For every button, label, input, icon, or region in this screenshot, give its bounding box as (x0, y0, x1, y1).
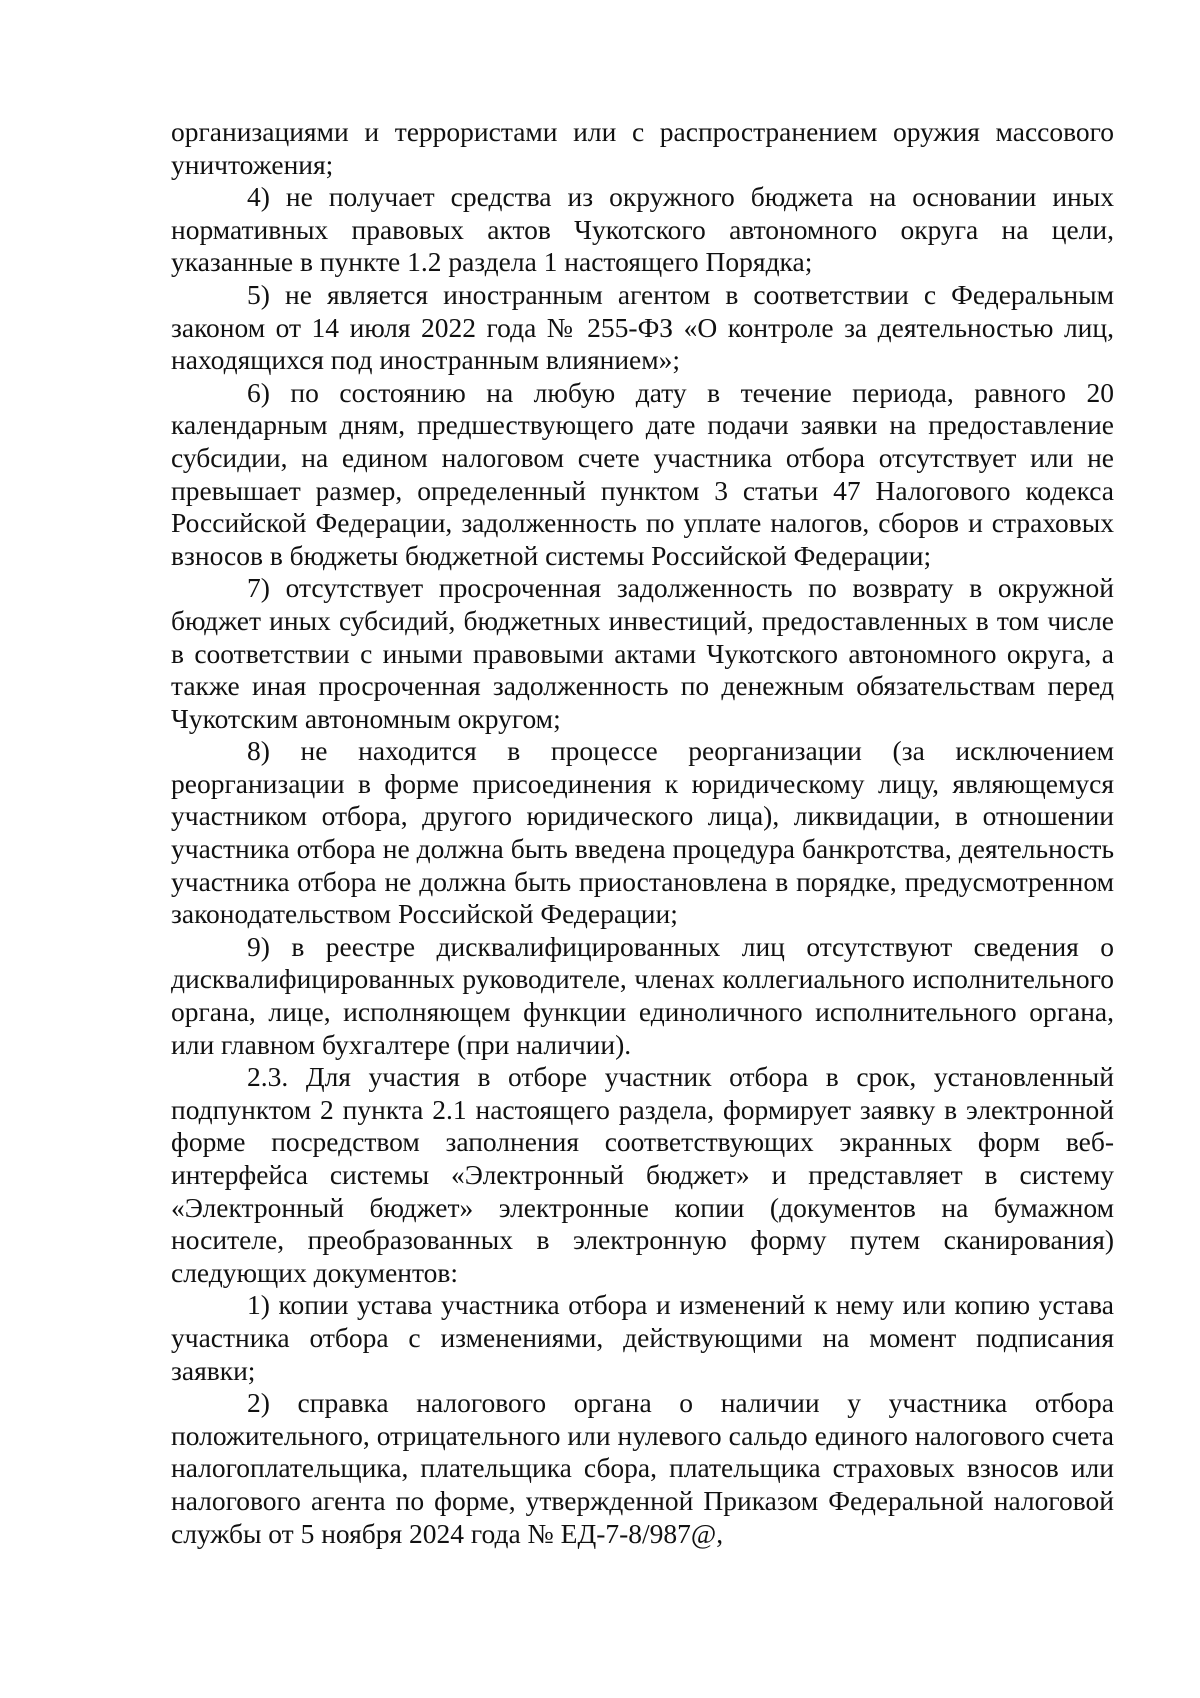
paragraph-item-5: 5) не является иностранным агентом в соответствии с Федеральным законом от 14 июля 2022 года № 255-ФЗ «О контроле за деятельностью лиц, находящихся под иностранным влиянием»; (171, 278, 1114, 376)
paragraph-item-8: 8) не находится в процессе реорганизации (за исключением реорганизации в форме присоединения к юридическому лицу, являющемуся участником отбора, другого юридического лица), ликвидации, в отношении участника отбора не должна быть введена процедура банкротства, деятельность участника отбора не должна быть приостановлена в порядке, предусмотренном законодательством Российской Федерации; (171, 735, 1114, 930)
paragraph-continuation: организациями и террористами или с распространением оружия массового уничтожения; (171, 116, 1114, 180)
paragraph-item-4: 4) не получает средства из окружного бюджета на основании иных нормативных правовых актов Чукотского автономного округа на цели, указанные в пункте 1.2 раздела 1 настоящего Порядка; (171, 181, 1114, 278)
paragraph-doc-item-1: 1) копии устава участника отбора и изменений к нему или копию устава участника отбора с изменениями, действующими на момент подписания заявки; (171, 1289, 1114, 1386)
paragraph-item-9: 9) в реестре дисквалифицированных лиц отсутствуют сведения о дисквалифицированных руководителе, членах коллегиального исполнительного органа, лице, исполняющем функции единоличного исполнительного органа, или главном бухгалтере (при наличии). (171, 930, 1114, 1060)
document-body (171, 116, 1114, 1550)
paragraph-section-2-3: 2.3. Для участия в отборе участник отбора в срок, установленный подпунктом 2 пункта 2.1 настоящего раздела, формирует заявку в электронной форме посредством заполнения соответствующих экранных форм веб-интерфейса системы «Электронный бюджет» и представляет в систему «Электронный бюджет» электронные копии (документов на бумажном носителе, преобразованных в электронную форму путем сканирования) следующих документов: (171, 1061, 1114, 1288)
paragraph-doc-item-2: 2) справка налогового органа о наличии у участника отбора положительного, отрицательного или нулевого сальдо единого налогового счета налогоплательщика, плательщика сбора, плательщика страховых взносов или налогового агента по форме, утвержденной Приказом Федеральной налоговой службы от 5 ноября 2024 года № ЕД-7-8/987@, (171, 1387, 1114, 1549)
paragraph-item-6: 6) по состоянию на любую дату в течение периода, равного 20 календарным дням, предшествующего дате подачи заявки на предоставление субсидии, на едином налоговом счете участника отбора отсутствует или не превышает размер, определенный пунктом 3 статьи 47 Налогового кодекса Российской Федерации, задолженность по уплате налогов, сборов и страховых взносов в бюджеты бюджетной системы Российской Федерации; (171, 376, 1114, 571)
paragraph-item-7: 7) отсутствует просроченная задолженность по возврату в окружной бюджет иных субсидий, бюджетных инвестиций, предоставленных в том числе в соответствии с иными правовыми актами Чукотского автономного округа, а также иная просроченная задолженность по денежным обязательствам перед Чукотским автономным округом; (171, 572, 1114, 734)
